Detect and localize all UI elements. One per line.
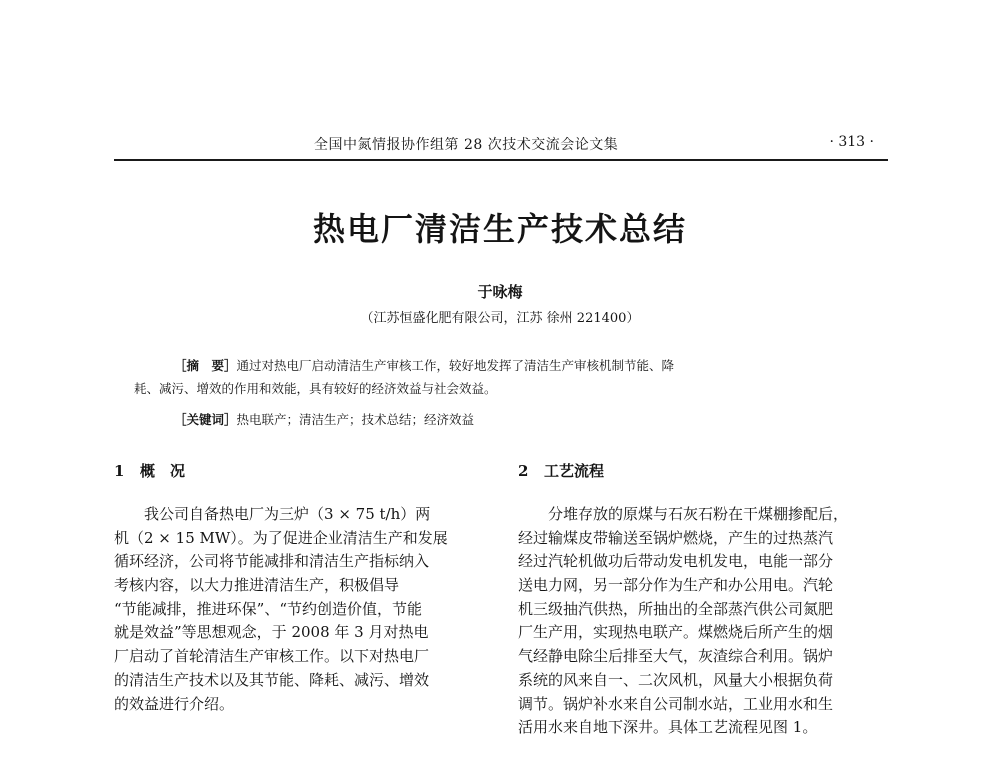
body-line: 机三级抽汽供热，所抽出的全部蒸汽供公司氮肥: [518, 599, 834, 618]
keywords-label: ［关键词］: [174, 412, 237, 427]
abstract-label: ［摘 要］: [174, 358, 237, 373]
author-affiliation: （江苏恒盛化肥有限公司，江苏 徐州 221400）: [360, 311, 640, 326]
body-line: 送电力网，另一部分作为生产和办公用电。汽轮: [518, 576, 834, 595]
section-title: 工艺流程: [544, 462, 605, 480]
abstract-text: 通过对热电厂启动清洁生产审核工作，较好地发挥了清洁生产审核机制节能、降: [236, 358, 675, 373]
author-name: 于咏梅: [477, 283, 523, 301]
body-line: 活用水来自地下深井。具体工艺流程见图 1。: [518, 718, 818, 737]
body-line: “节能减排，推进环保”、“节约创造价值，节能: [114, 599, 423, 618]
body-line: 的效益进行介绍。: [114, 694, 235, 713]
body-line: 气经静电除尘后排至大气，灰渣综合利用。锅炉: [518, 647, 834, 666]
running-header: [114, 132, 888, 154]
body-line: 我公司自备热电厂为三炉（3 × 75 t/h）两: [114, 505, 431, 523]
section-number: 2: [518, 462, 529, 480]
body-line: 系统的风来自一、二次风机，风量大小根据负荷: [518, 670, 834, 689]
abstract: [134, 354, 848, 400]
page-number: · 313 ·: [829, 134, 874, 150]
abstract-line: 耗、减污、增效的作用和效能，具有较好的经济效益与社会效益。: [134, 381, 497, 396]
body-line: 厂生产用，实现热电联产。煤燃烧后所产生的烟: [518, 623, 834, 642]
body-column-right: [518, 503, 888, 740]
paper-title: 热电厂清洁生产技术总结: [312, 210, 687, 248]
section-heading-overview: [114, 460, 185, 481]
section-heading-process-flow: [518, 460, 604, 481]
body-line: 厂启动了首轮清洁生产审核工作。以下对热电厂: [114, 647, 430, 666]
body-line: 考核内容，以大力推进清洁生产，积极倡导: [114, 576, 400, 595]
body-line: 经过输煤皮带输送至锅炉燃烧，产生的过热蒸汽: [518, 528, 834, 547]
body-line: 机（2 × 15 MW）。为了促进企业清洁生产和发展: [114, 528, 448, 547]
section-title: 概 况: [140, 462, 186, 480]
abstract-line: [148, 354, 848, 377]
body-column-left: [114, 503, 484, 716]
body-line: 分堆存放的原煤与石灰石粉在干煤棚掺配后，: [518, 505, 849, 523]
keywords: [174, 410, 474, 428]
body-line: 的清洁生产技术以及其节能、降耗、减污、增效: [114, 670, 430, 689]
body-line: 就是效益”等思想观念，于 2008 年 3 月对热电: [114, 623, 429, 642]
section-number: 1: [114, 462, 125, 480]
keywords-text: 热电联产；清洁生产；技术总结；经济效益: [236, 412, 475, 427]
header-rule: [114, 159, 888, 161]
body-line: 调节。锅炉补水来自公司制水站，工业用水和生: [518, 694, 834, 713]
running-title: 全国中氮情报协作组第 28 次技术交流会论文集: [314, 137, 619, 153]
body-line: 循环经济，公司将节能减排和清洁生产指标纳入: [114, 552, 430, 571]
body-line: 经过汽轮机做功后带动发电机发电，电能一部分: [518, 552, 834, 571]
